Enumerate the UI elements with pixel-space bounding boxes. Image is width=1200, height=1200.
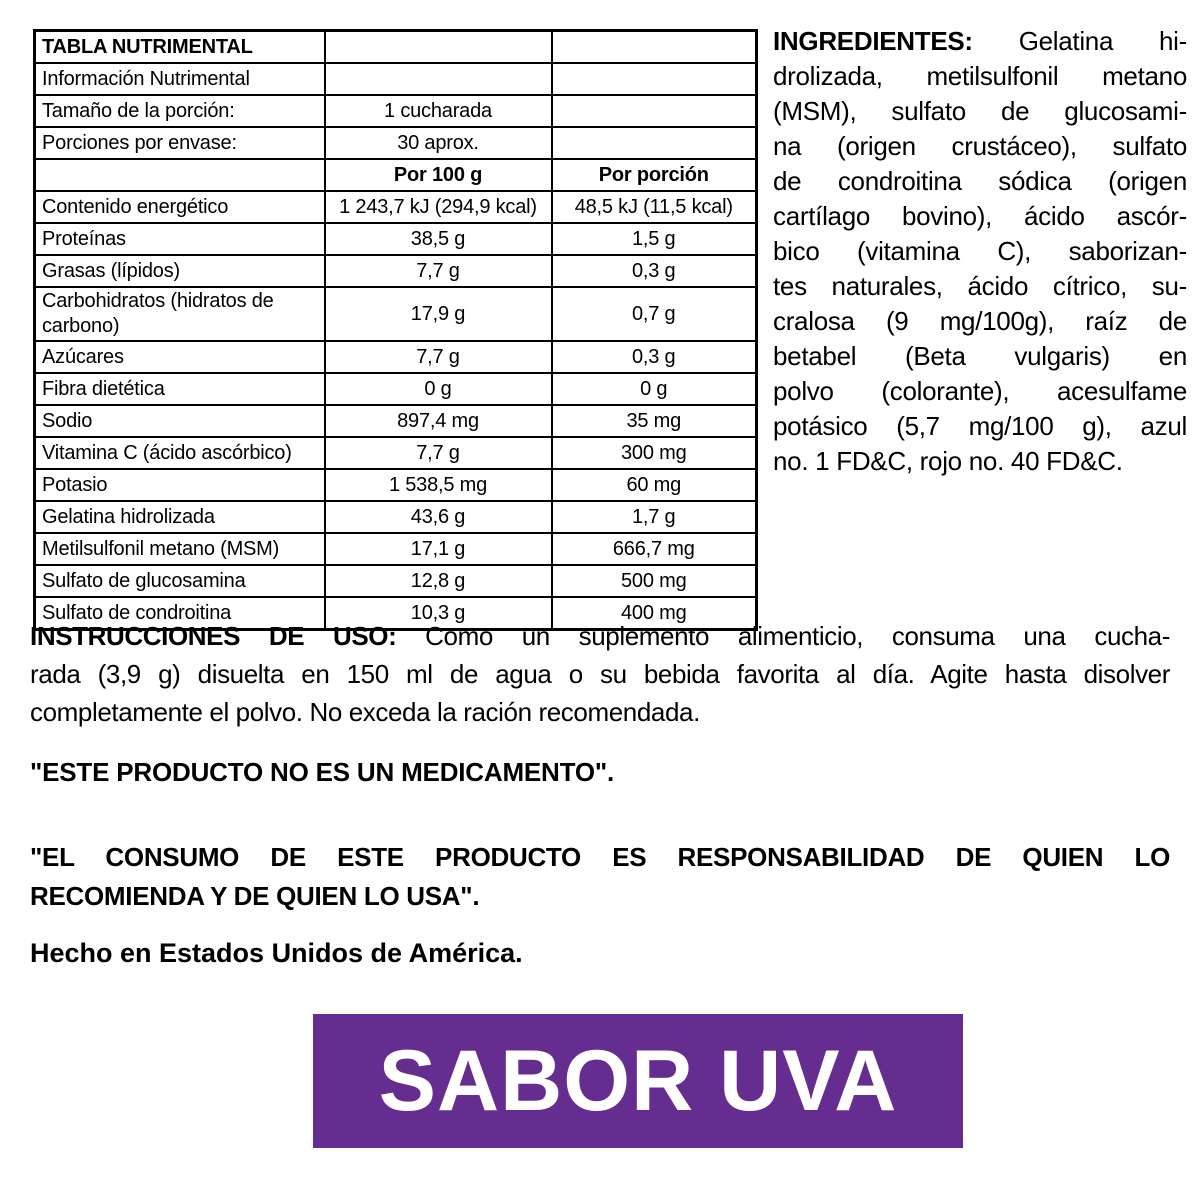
table-subtitle-row <box>35 63 757 95</box>
row-label: Vitamina C (ácido ascórbico) <box>35 437 325 469</box>
table-subtitle: Información Nutrimental <box>35 63 325 95</box>
servings-value: 30 aprox. <box>325 127 552 159</box>
row-portion: 0,3 g <box>552 341 757 373</box>
column-header-row <box>35 159 757 191</box>
table-row <box>35 287 757 341</box>
row-portion: 0,3 g <box>552 255 757 287</box>
row-label: Potasio <box>35 469 325 501</box>
ingredients-line: polvo (colorante), acesulfame <box>773 376 1187 406</box>
ingredients-line: potásico (5,7 mg/100 g), azul <box>773 411 1187 441</box>
ingredients-line: no. 1 FD&C, rojo no. 40 FD&C. <box>773 446 1123 476</box>
serving-size-value: 1 cucharada <box>325 95 552 127</box>
row-portion: 0,7 g <box>552 287 757 341</box>
row-label: Fibra dietética <box>35 373 325 405</box>
instructions-heading: INSTRUCCIONES DE USO: <box>30 621 397 651</box>
instructions-line: rada (3,9 g) disuelta en 150 ml de agua o su bebida favorita al día. Agite hasta disolver <box>30 659 1170 689</box>
row-portion: 60 mg <box>552 469 757 501</box>
servings-per-pack-row <box>35 127 757 159</box>
empty-cell <box>552 31 757 64</box>
ingredients-line: tes naturales, ácido cítrico, su- <box>773 271 1187 301</box>
row-per100: 43,6 g <box>325 501 552 533</box>
empty-cell <box>35 159 325 191</box>
table-row <box>35 255 757 287</box>
row-per100: 0 g <box>325 373 552 405</box>
table-row <box>35 405 757 437</box>
row-label: Metilsulfonil metano (MSM) <box>35 533 325 565</box>
responsibility-claim-line: RECOMIENDA Y DE QUIEN LO USA". <box>30 881 480 911</box>
ingredients-line: cralosa (9 mg/100g), raíz de <box>773 306 1187 336</box>
table-row <box>35 565 757 597</box>
table-row <box>35 533 757 565</box>
row-label: Carbohidratos (hidratos de carbono) <box>35 287 325 341</box>
row-label: Azúcares <box>35 341 325 373</box>
row-portion: 35 mg <box>552 405 757 437</box>
empty-cell <box>552 127 757 159</box>
col-header-per100: Por 100 g <box>325 159 552 191</box>
ingredients-line: bico (vitamina C), saborizan- <box>773 236 1187 266</box>
row-per100: 7,7 g <box>325 437 552 469</box>
row-portion: 500 mg <box>552 565 757 597</box>
instructions-text: Como un suplemento alimenticio, consuma una cucha- <box>425 621 1170 651</box>
ingredients-line: drolizada, metilsulfonil metano <box>773 61 1187 91</box>
table-row <box>35 191 757 223</box>
row-label: Sulfato de condroitina <box>35 597 325 630</box>
row-per100: 7,7 g <box>325 255 552 287</box>
table-row <box>35 437 757 469</box>
table-row <box>35 223 757 255</box>
table-row <box>35 373 757 405</box>
row-portion: 300 mg <box>552 437 757 469</box>
ingredients-paragraph <box>773 24 1187 479</box>
instructions-paragraph <box>30 617 1170 731</box>
responsibility-claim <box>30 838 1170 916</box>
serving-size-label: Tamaño de la porción: <box>35 95 325 127</box>
row-label: Sodio <box>35 405 325 437</box>
instructions-line: completamente el polvo. No exceda la ración recomendada. <box>30 697 700 727</box>
ingredients-line <box>773 24 1187 59</box>
table-row <box>35 341 757 373</box>
responsibility-claim-line: "EL CONSUMO DE ESTE PRODUCTO ES RESPONSABILIDAD DE QUIEN LO <box>30 842 1170 872</box>
row-per100: 1 538,5 mg <box>325 469 552 501</box>
ingredients-line: betabel (Beta vulgaris) en <box>773 341 1187 371</box>
table-title-row <box>35 31 757 64</box>
row-label: Sulfato de glucosamina <box>35 565 325 597</box>
row-per100: 1 243,7 kJ (294,9 kcal) <box>325 191 552 223</box>
empty-cell <box>552 63 757 95</box>
row-portion: 666,7 mg <box>552 533 757 565</box>
row-per100: 38,5 g <box>325 223 552 255</box>
not-a-medicine-claim: "ESTE PRODUCTO NO ES UN MEDICAMENTO". <box>30 757 615 787</box>
row-per100: 17,1 g <box>325 533 552 565</box>
ingredients-line: de condroitina sódica (origen <box>773 166 1187 196</box>
empty-cell <box>325 31 552 64</box>
row-per100: 12,8 g <box>325 565 552 597</box>
row-label: Proteínas <box>35 223 325 255</box>
empty-cell <box>552 95 757 127</box>
instructions-line <box>30 617 1170 655</box>
ingredients-line: (MSM), sulfato de glucosami- <box>773 96 1187 126</box>
ingredients-line: na (origen crustáceo), sulfato <box>773 131 1187 161</box>
row-per100: 10,3 g <box>325 597 552 630</box>
flavor-banner <box>313 1014 963 1148</box>
table-row <box>35 501 757 533</box>
ingredients-text: Gelatina hi- <box>1018 26 1187 56</box>
row-portion: 1,5 g <box>552 223 757 255</box>
flavor-banner-text: SABOR UVA <box>378 1032 898 1129</box>
row-per100: 7,7 g <box>325 341 552 373</box>
row-portion: 0 g <box>552 373 757 405</box>
row-per100: 897,4 mg <box>325 405 552 437</box>
row-portion: 48,5 kJ (11,5 kcal) <box>552 191 757 223</box>
col-header-portion: Por porción <box>552 159 757 191</box>
ingredients-heading: INGREDIENTES: <box>773 26 973 56</box>
row-portion: 400 mg <box>552 597 757 630</box>
nutrition-table <box>33 29 758 631</box>
table-title: TABLA NUTRIMENTAL <box>35 31 325 64</box>
row-label: Grasas (lípidos) <box>35 255 325 287</box>
ingredients-line: cartílago bovino), ácido ascór- <box>773 201 1187 231</box>
row-portion: 1,7 g <box>552 501 757 533</box>
empty-cell <box>325 63 552 95</box>
servings-label: Porciones por envase: <box>35 127 325 159</box>
row-per100: 17,9 g <box>325 287 552 341</box>
table-row <box>35 469 757 501</box>
made-in-statement: Hecho en Estados Unidos de América. <box>30 938 523 968</box>
row-label: Gelatina hidrolizada <box>35 501 325 533</box>
row-label: Contenido energético <box>35 191 325 223</box>
serving-size-row <box>35 95 757 127</box>
